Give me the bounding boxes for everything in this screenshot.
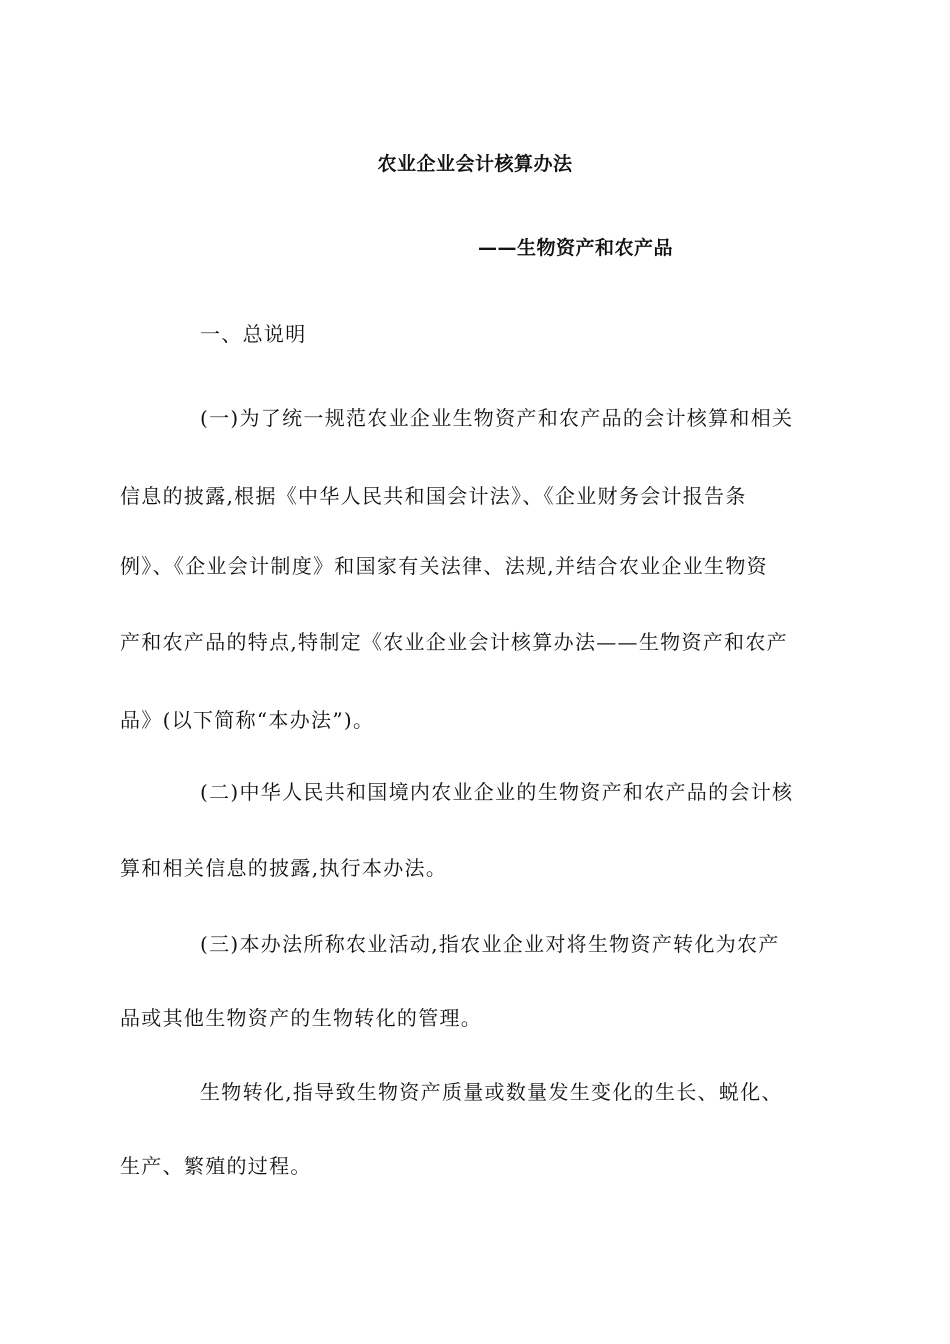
- paragraph-line: 信息的披露,根据《中华人民共和国会计法》、《企业财务会计报告条: [120, 484, 747, 508]
- paragraph-line: 生产、繁殖的过程。: [120, 1154, 312, 1178]
- document-subtitle: ——生物资产和农产品: [478, 237, 674, 259]
- paragraph-line: 产和农产品的特点,特制定《农业企业会计核算办法——生物资产和农产: [120, 630, 788, 654]
- paragraph-line: 品或其他生物资产的生物转化的管理。: [120, 1006, 483, 1030]
- paragraph-line: 例》、《企业会计制度》和国家有关法律、法规,并结合农业企业生物资: [120, 554, 768, 578]
- paragraph-line: (一)为了统一规范农业企业生物资产和农产品的会计核算和相关: [200, 406, 794, 430]
- paragraph-line: (三)本办法所称农业活动,指农业企业对将生物资产转化为农产: [200, 932, 780, 956]
- document-title: 农业企业会计核算办法: [377, 153, 573, 175]
- paragraph-line: 品》(以下简称“本办法”)。: [120, 708, 375, 732]
- section-heading: 一、总说明: [200, 322, 307, 346]
- paragraph-line: (二)中华人民共和国境内农业企业的生物资产和农产品的会计核: [200, 780, 794, 804]
- paragraph-line: 算和相关信息的披露,执行本办法。: [120, 856, 448, 880]
- paragraph-line: 生物转化,指导致生物资产质量或数量发生变化的生长、蜕化、: [200, 1080, 783, 1104]
